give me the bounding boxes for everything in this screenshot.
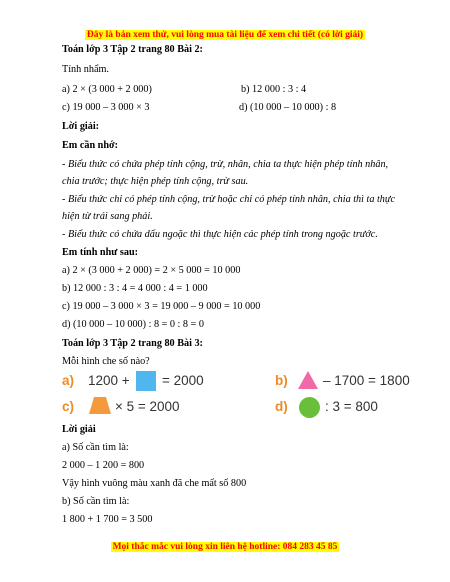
preview-banner <box>0 24 450 42</box>
rule2-line1: - Biểu thức chỉ có phép tính cộng, trừ hoặc chỉ có phép tính nhân, chia thì ta thực <box>62 194 395 205</box>
hotline-banner <box>0 536 450 554</box>
puzzle-a-label: a) <box>62 373 75 388</box>
rule1-line2: chia trước; thực hiện phép tính cộng, trừ sau. <box>62 176 249 187</box>
rule1-line1: - Biểu thức có chứa phép tính cộng, trừ, nhân, chia ta thực hiện phép tính nhân, <box>62 159 389 170</box>
bai3-sol-line5: 1 800 + 1 700 = 3 500 <box>62 514 153 525</box>
solution-b: b) 12 000 : 3 : 4 = 4 000 : 4 = 1 000 <box>62 283 208 294</box>
orange-trapezoid-icon <box>88 396 112 415</box>
puzzle-d-right: : 3 = 800 <box>325 399 378 414</box>
bai3-sol-line4: b) Số cần tìm là: <box>62 496 130 507</box>
puzzle-a-right: = 2000 <box>162 373 204 388</box>
bai3-sol-line3: Vậy hình vuông màu xanh đã che mất số 800 <box>62 478 247 489</box>
rule2-line2: hiện từ trái sang phải. <box>62 211 153 222</box>
solution-c: c) 19 000 – 3 000 × 3 = 19 000 – 9 000 = 10 000 <box>62 301 261 312</box>
bai2-item-a: a) 2 × (3 000 + 2 000) <box>62 84 152 95</box>
bai2-item-b: b) 12 000 : 3 : 4 <box>241 84 307 95</box>
pink-triangle-icon <box>297 370 319 390</box>
calc-heading: Em tính như sau: <box>62 247 139 258</box>
bai3-question: Mỗi hình che số nào? <box>62 356 150 367</box>
puzzle-b-right: – 1700 = 1800 <box>323 373 410 388</box>
bai3-title: Toán lớp 3 Tập 2 trang 80 Bài 3: <box>62 338 203 349</box>
rule3: - Biểu thức có chứa dấu ngoặc thì thực hiện các phép tính trong ngoặc trước. <box>62 229 378 240</box>
bai2-item-d: d) (10 000 – 10 000) : 8 <box>239 102 337 113</box>
puzzle-b-label: b) <box>275 373 288 388</box>
bai2-solution-heading: Lời giải: <box>62 121 100 132</box>
puzzle-c-label: c) <box>62 399 75 414</box>
bai2-title: Toán lớp 3 Tập 2 trang 80 Bài 2: <box>62 44 203 55</box>
bai3-solution-heading: Lời giải <box>62 424 96 435</box>
puzzle-c-right: × 5 = 2000 <box>115 399 180 414</box>
blue-square-icon <box>136 371 156 391</box>
puzzle-a-left: 1200 + <box>88 373 130 388</box>
hotline-banner-text: Mọi thắc mắc vui lòng xin liên hệ hotline: 084 283 45 85 <box>112 542 338 552</box>
remember-heading: Em cần nhớ: <box>62 140 119 151</box>
bai2-item-c: c) 19 000 – 3 000 × 3 <box>62 102 150 113</box>
green-circle-icon <box>299 397 320 418</box>
bai3-sol-line1: a) Số cần tìm là: <box>62 442 129 453</box>
bai2-instruction: Tính nhẩm. <box>62 64 109 75</box>
bai3-sol-line2: 2 000 – 1 200 = 800 <box>62 460 145 471</box>
solution-a: a) 2 × (3 000 + 2 000) = 2 × 5 000 = 10 000 <box>62 265 241 276</box>
puzzle-d-label: d) <box>275 399 288 414</box>
solution-d: d) (10 000 – 10 000) : 8 = 0 : 8 = 0 <box>62 319 204 330</box>
preview-banner-text: Đây là bản xem thử, vui lòng mua tài liệu để xem chi tiết (có lời giải) <box>86 30 364 40</box>
